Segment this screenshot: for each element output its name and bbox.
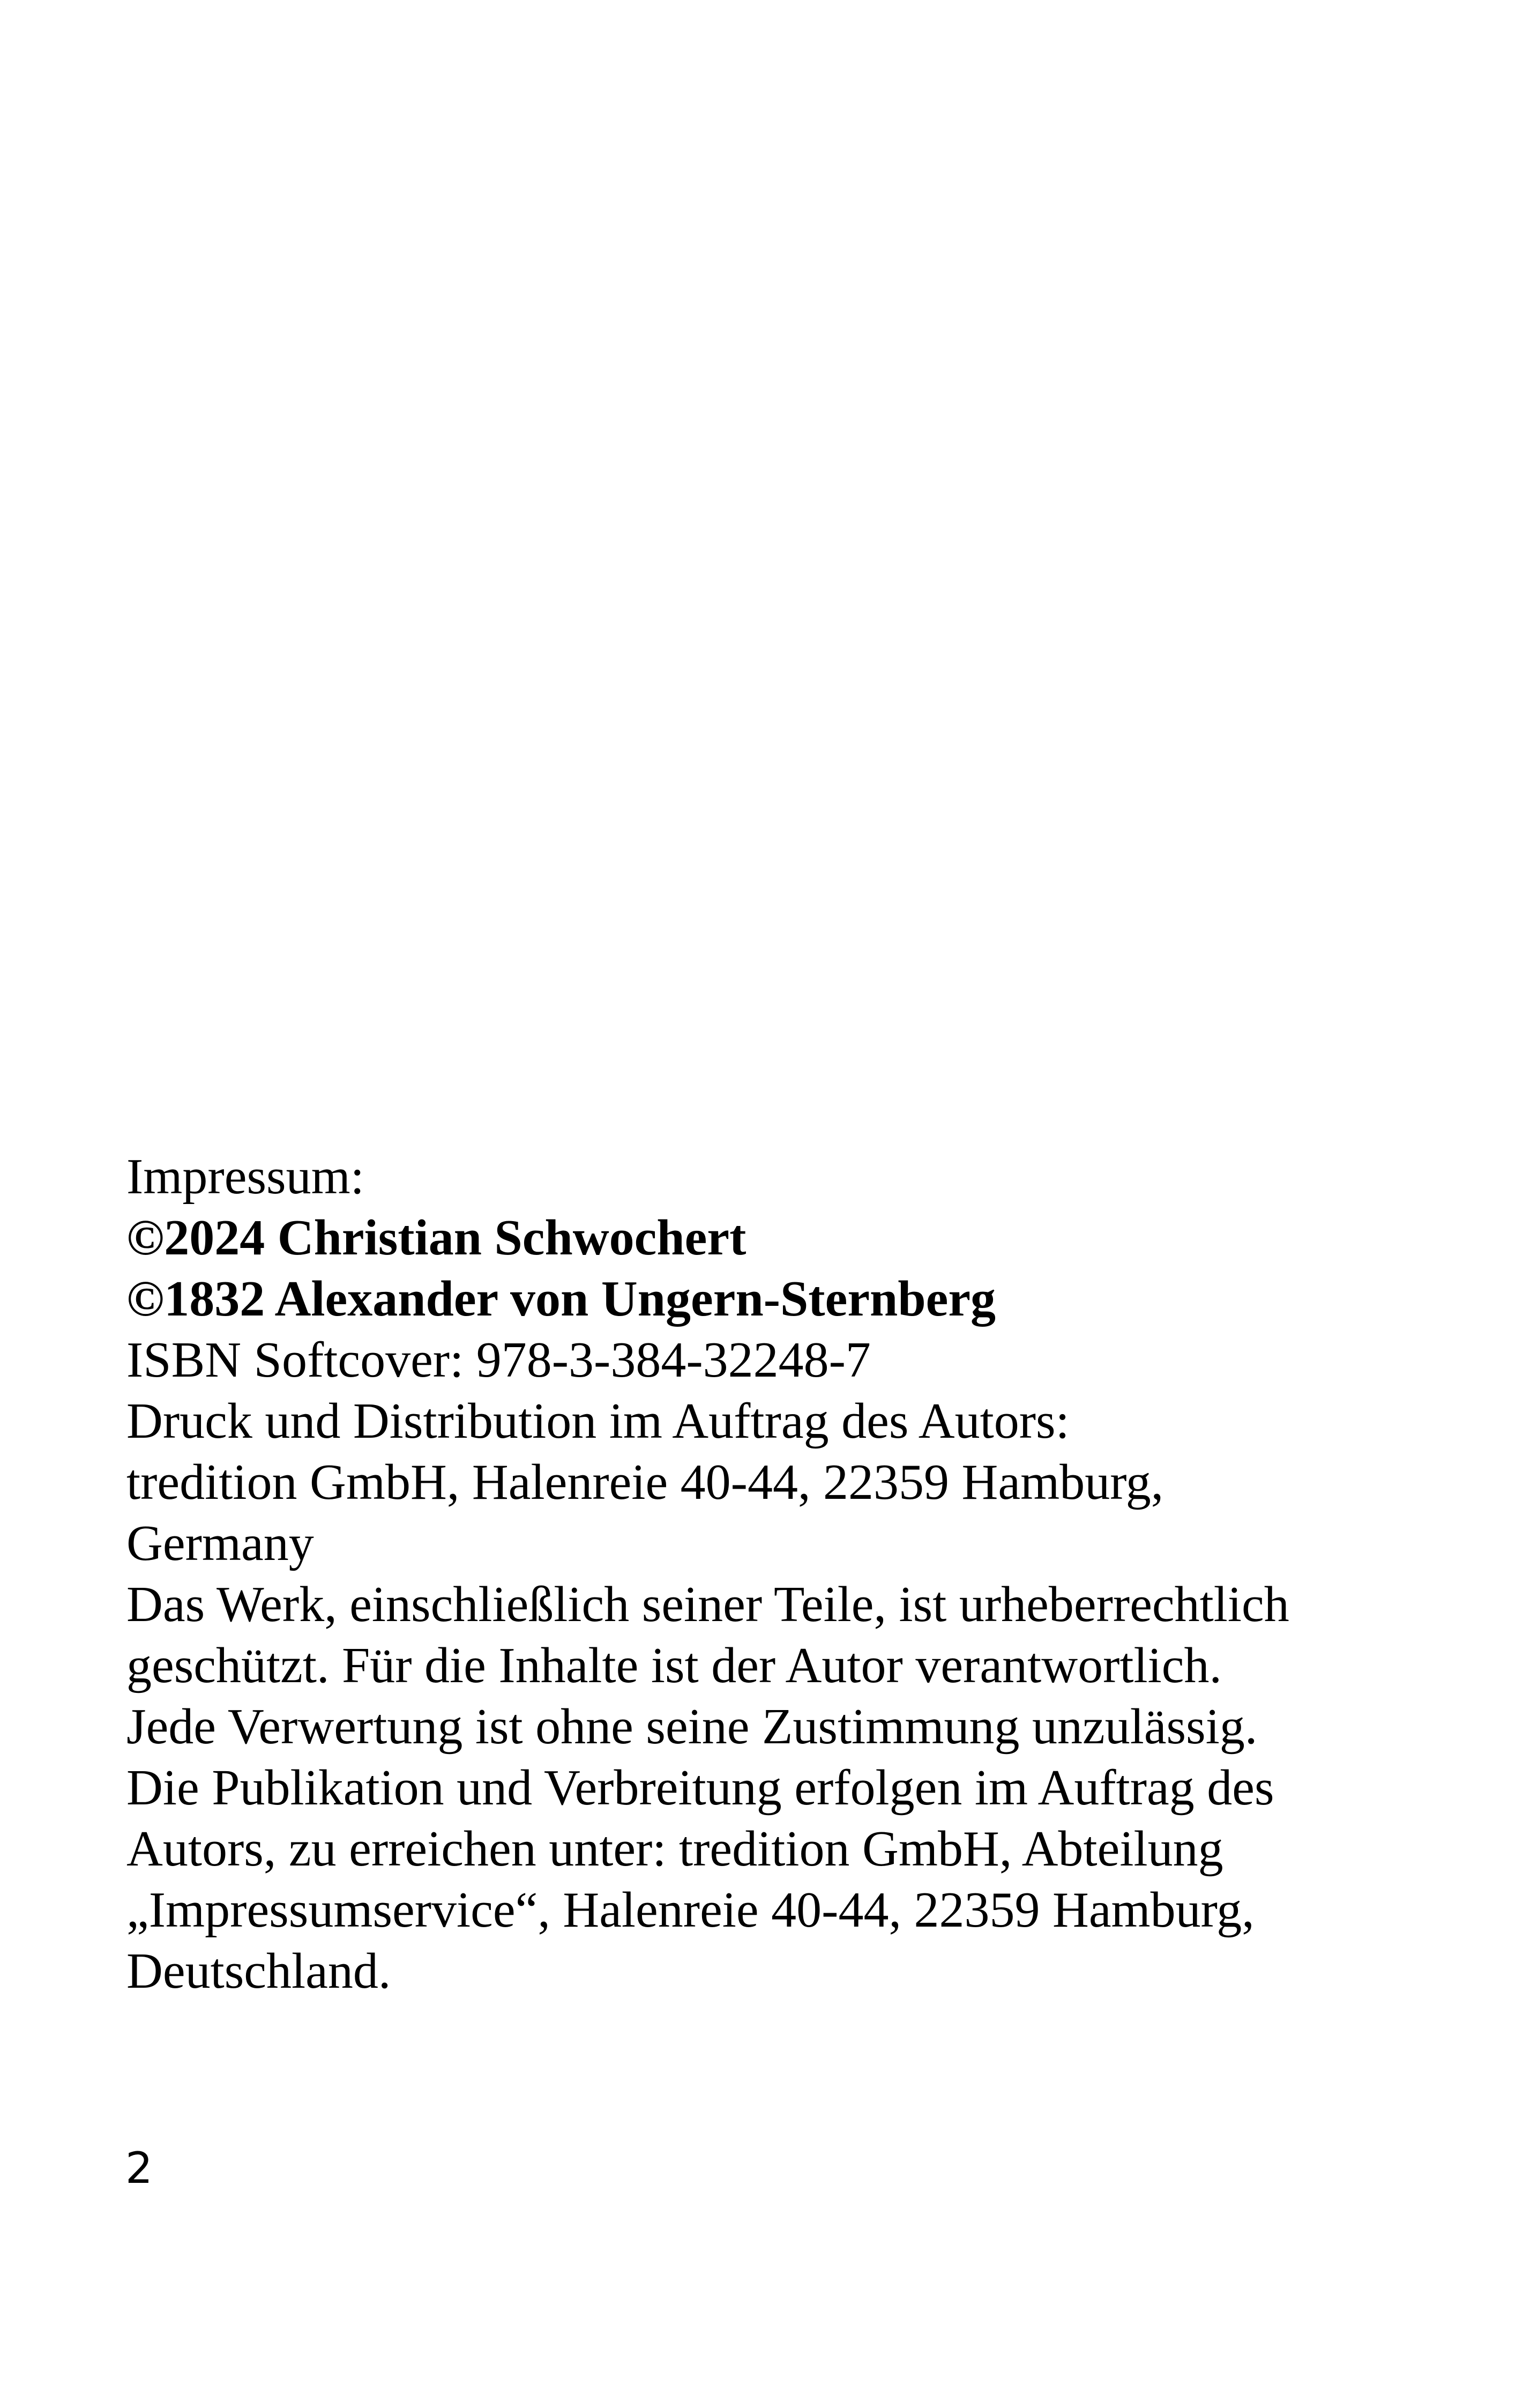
copyright-line-1: ©2024 Christian Schwochert [126, 1210, 746, 1266]
imprint-block [126, 1146, 1423, 2002]
imprint-text-line: tredition GmbH, Halenreie 40-44, 22359 Hamburg, [126, 1454, 1164, 1510]
imprint-text-line: Die Publikation und Verbreitung erfolgen im Auftrag des [126, 1760, 1274, 1816]
isbn-line: ISBN Softcover: 978-3-384-32248-7 [126, 1332, 871, 1388]
imprint-text-line: „Impressumservice“, Halenreie 40-44, 22359 Hamburg, [126, 1882, 1255, 1938]
imprint-text-line: Das Werk, einschließlich seiner Teile, ist urheberrechtlich [126, 1577, 1289, 1632]
imprint-heading: Impressum: [126, 1149, 364, 1205]
page-number: 2 [125, 2143, 153, 2193]
imprint-text-line: Germany [126, 1515, 314, 1571]
imprint-text-line: geschützt. Für die Inhalte ist der Autor verantwortlich. [126, 1638, 1222, 1693]
imprint-text-line: Deutschland. [126, 1943, 391, 1999]
imprint-text-line: Druck und Distribution im Auftrag des Autors: [126, 1393, 1070, 1449]
imprint-text-line: Jede Verwertung ist ohne seine Zustimmung unzulässig. [126, 1699, 1258, 1755]
imprint-text-line: Autors, zu erreichen unter: tredition GmbH, Abteilung [126, 1821, 1223, 1877]
copyright-line-2: ©1832 Alexander von Ungern-Sternberg [126, 1271, 996, 1327]
